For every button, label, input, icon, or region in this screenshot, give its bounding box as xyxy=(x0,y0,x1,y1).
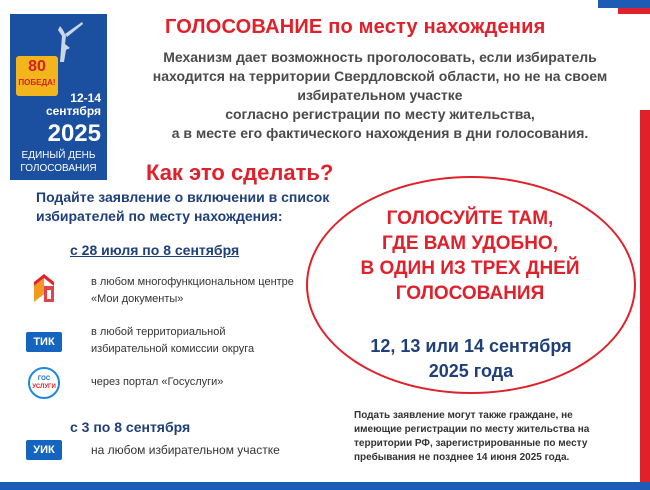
mfc-icon xyxy=(30,272,58,306)
apply-instruction xyxy=(36,188,329,226)
apply-line: Подайте заявление о включении в список xyxy=(36,189,330,205)
logo-year: 2025 xyxy=(47,120,101,147)
intro-line: Механизм дает возможность проголосовать, если избиратель xyxy=(163,49,597,65)
logo-line-2: ГОЛОСОВАНИЯ xyxy=(20,163,97,174)
dates-line: 12, 13 или 14 сентября xyxy=(370,336,572,356)
tik-badge: ТИК xyxy=(26,332,62,352)
vote-line: ГДЕ ВАМ УДОБНО, xyxy=(382,233,558,254)
list-item-mfc xyxy=(91,274,294,308)
page-title: ГОЛОСОВАНИЕ по месту нахождения xyxy=(165,16,546,38)
logo-line-1: ЕДИНЫЙ ДЕНЬ xyxy=(21,150,96,161)
top-blue-stripe xyxy=(598,0,650,8)
intro-line: избирательном участке xyxy=(297,87,463,103)
vote-callout-text xyxy=(340,206,600,306)
bottom-blue-stripe xyxy=(0,482,650,490)
election-day-logo xyxy=(10,14,107,180)
list-item-tik xyxy=(91,324,254,358)
victory-80-badge xyxy=(16,56,58,96)
period-1-heading: с 28 июля по 8 сентября xyxy=(70,242,240,258)
note-line: Подать заявление могут также граждане, не xyxy=(354,410,573,421)
gosuslugi-icon xyxy=(28,367,60,399)
how-to-heading: Как это сделать? xyxy=(146,160,334,185)
vote-line: ГОЛОСОВАНИЯ xyxy=(395,283,545,304)
logo-dates: 12-14 сентября xyxy=(45,91,101,118)
item-line: через портал «Госуслуги» xyxy=(91,376,224,388)
apply-line: избирателей по месту нахождения: xyxy=(36,208,283,224)
item-line: «Мои документы» xyxy=(91,293,184,305)
item-line: в любой территориальной xyxy=(91,326,226,338)
note-line: имеющие регистрации по месту жительства на xyxy=(354,424,590,435)
vote-dates xyxy=(326,334,616,384)
uik-badge: УИК xyxy=(26,440,62,460)
period-2-heading: с 3 по 8 сентября xyxy=(70,419,191,435)
item-line: избирательной комиссии округа xyxy=(91,343,255,355)
footnote xyxy=(354,409,632,465)
vote-line: В ОДИН ИЗ ТРЕХ ДНЕЙ xyxy=(360,258,580,279)
dates-line: 2025 года xyxy=(428,361,514,381)
intro-line: а в месте его фактического нахождения в дни голосования. xyxy=(171,125,589,141)
gosuslugi-icon-text-1: ГОС xyxy=(37,376,51,382)
note-line: территории РФ, зарегистрированные по месту xyxy=(354,438,588,449)
intro-line: согласно регистрации по месту жительства, xyxy=(225,106,535,122)
item-line: в любом многофункциональном центре xyxy=(91,276,294,288)
top-red-stripe xyxy=(618,8,650,14)
note-line: пребывания не позднее 14 июня 2025 года. xyxy=(354,452,570,463)
list-item-gosuslugi xyxy=(91,374,223,391)
badge-word: ПОБЕДА! xyxy=(18,78,56,87)
intro-line: находится на территории Свердловской области, но не на своем xyxy=(152,68,608,84)
right-red-stripe xyxy=(640,110,650,482)
gosuslugi-icon-text-2: УСЛУГИ xyxy=(32,384,56,390)
badge-number: 80 xyxy=(28,58,46,75)
list-item-uik: на любом избирательном участке xyxy=(91,443,280,457)
vote-line: ГОЛОСУЙТЕ ТАМ, xyxy=(386,208,554,229)
intro-text xyxy=(118,48,642,143)
